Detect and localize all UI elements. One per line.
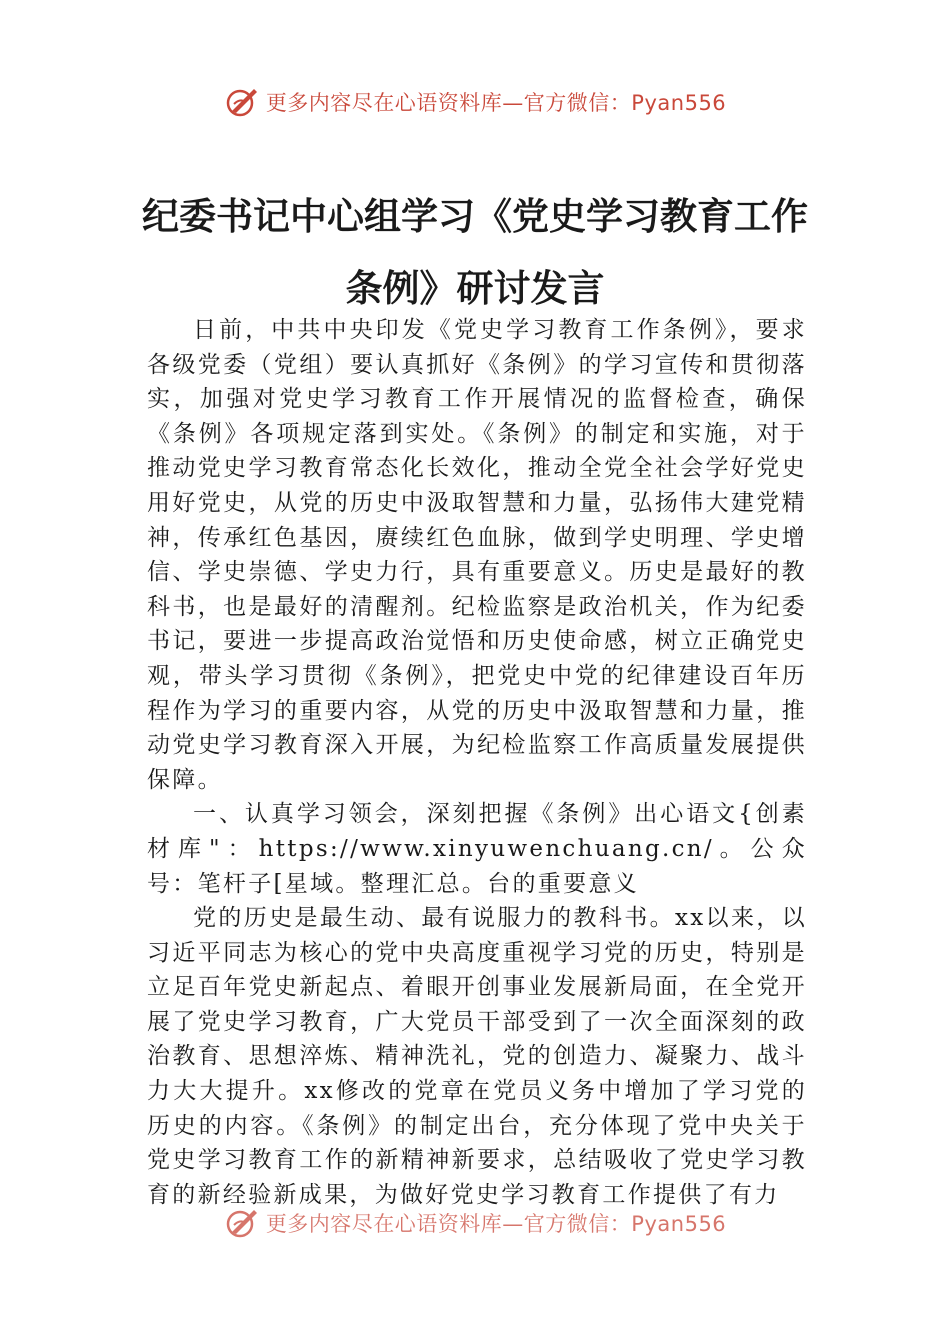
- watermark-text: 更多内容尽在心语资料库—官方微信：Pyan556: [265, 1212, 727, 1236]
- document-title: [120, 180, 830, 324]
- watermark-text: 更多内容尽在心语资料库—官方微信：Pyan556: [265, 91, 727, 115]
- document-body: [147, 313, 807, 1212]
- header-watermark: [0, 82, 950, 122]
- paragraph-section-1: 党的历史是最生动、最有说服力的教科书。xx以来，以习近平同志为核心的党中央高度重视学习党的历史，特别是立足百年党史新起点、着眼开创事业发展新局面，在全党开展了党史学习教育，广大党员干部受到了一次全面深刻的政治教育、思想淬炼、精神洗礼，党的创造力、凝聚力、战斗力大大提升。xx修改的党章在党员义务中增加了学习党的历史的内容。《条例》的制定出台，充分体现了党中央关于党史学习教育工作的新精神新要求，总结吸收了党史学习教育的新经验新成果，为做好党史学习教育工作提供了有力: [147, 905, 807, 1208]
- footer-watermark: [0, 1206, 950, 1240]
- paragraph-intro: 日前，中共中央印发《党史学习教育工作条例》，要求各级党委（党组）要认真抓好《条例》的学习宣传和贯彻落实，加强对党史学习教育工作开展情况的监督检查，确保《条例》各项规定落到实处。《条例》的制定和实施，对于推动党史学习教育常态化长效化，推动全党全社会学好党史用好党史，从党的历史中汲取智慧和力量，弘扬伟大建党精神，传承红色基因，赓续红色血脉，做到学史明理、学史增信、学史崇德、学史力行，具有重要意义。历史是最好的教科书，也是最好的清醒剂。纪检监察是政治机关，作为纪委书记，要进一步提高政治觉悟和历史使命感，树立正确党史观，带头学习贯彻《条例》，把党史中党的纪律建设百年历程作为学习的重要内容，从党的历史中汲取智慧和力量，推动党史学习教育深入开展，为纪检监察工作高质量发展提供保障。: [147, 317, 807, 793]
- title-line-1: 纪委书记中心组学习《党史学习教育工作: [142, 194, 808, 238]
- quill-pen-logo-icon: [224, 1205, 260, 1241]
- title-line-2: 条例》研讨发言: [345, 266, 605, 310]
- section-heading-1: 一、认真学习领会，深刻把握《条例》出心语文{创素材库"：https://www.xinyuwenchuang.cn/。公众号：笔杆子[星域。整理汇总。台的重要意义: [147, 801, 807, 897]
- quill-pen-logo-icon: [224, 84, 260, 120]
